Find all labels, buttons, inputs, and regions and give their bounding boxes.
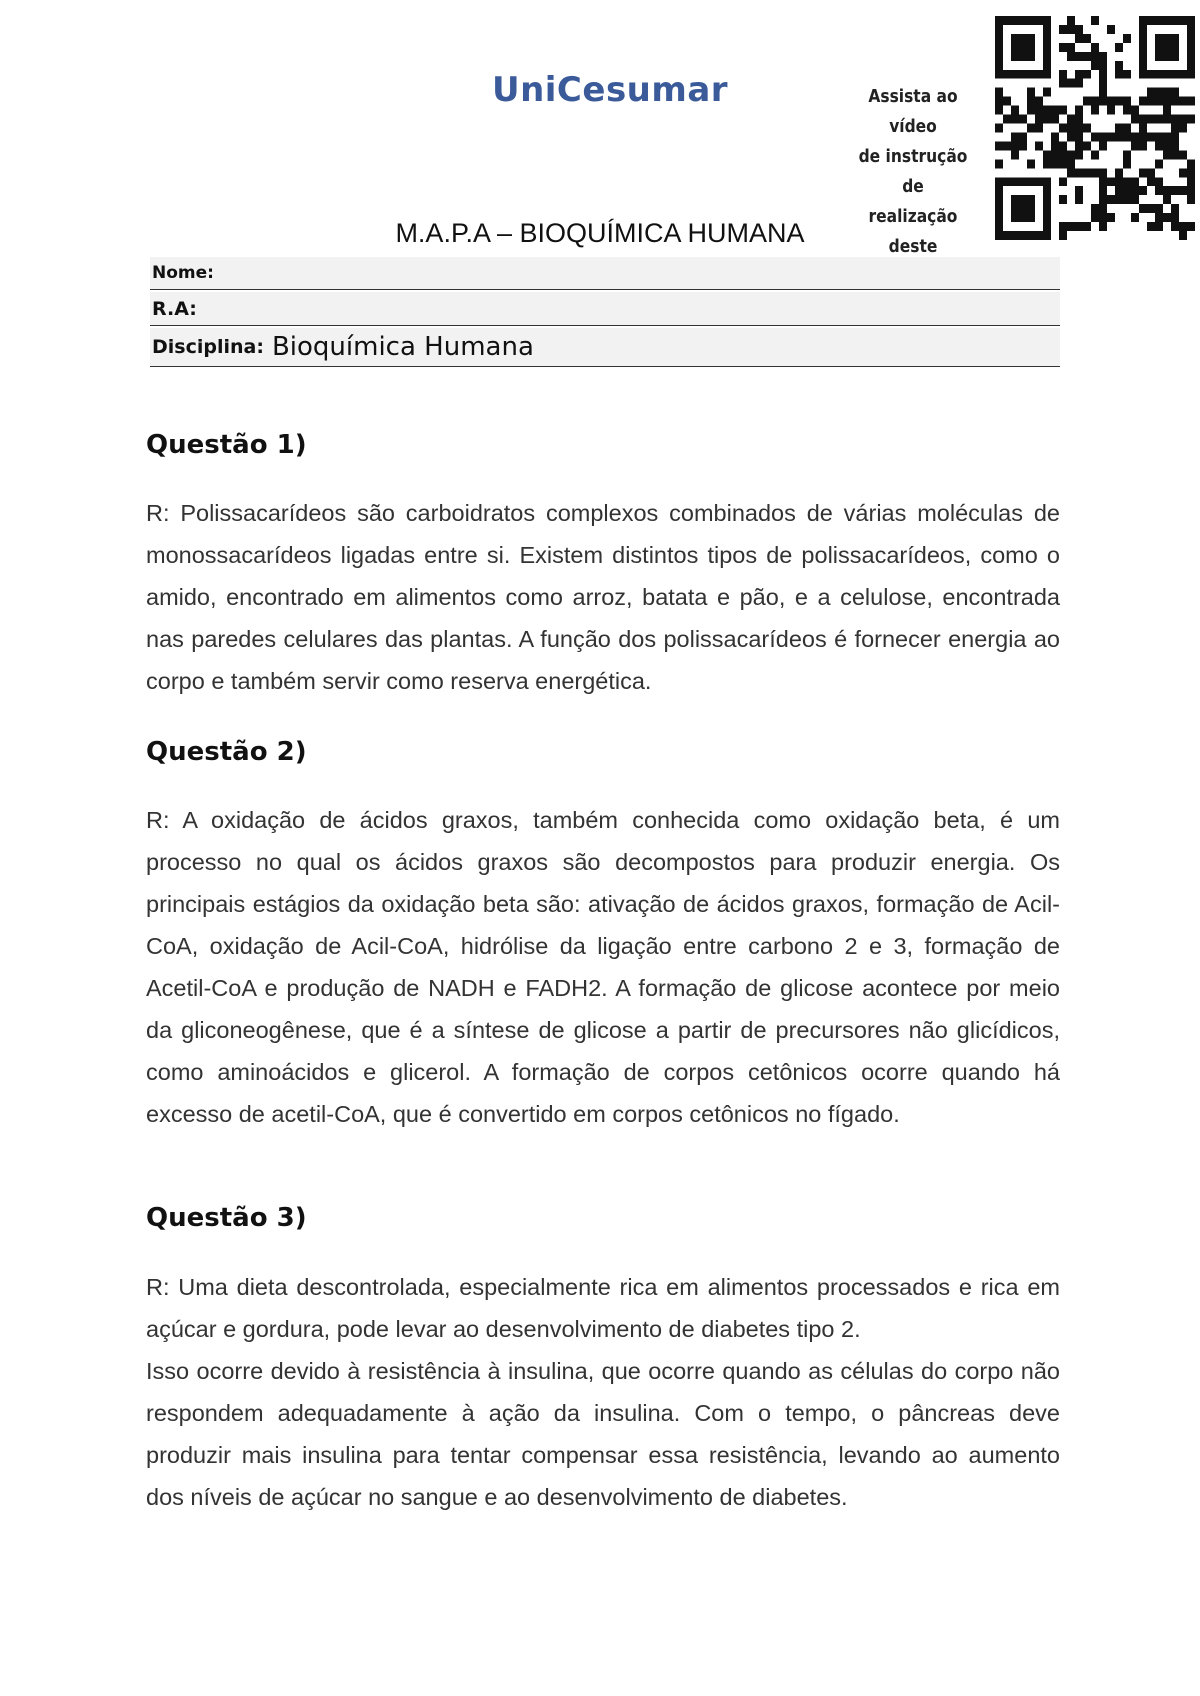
question-1-title: Questão 1) <box>146 430 307 460</box>
page-title: M.A.P.A – BIOQUÍMICA HUMANA <box>395 218 805 248</box>
info-row-disciplina[interactable] <box>150 328 1060 367</box>
disciplina-label: Disciplina: <box>152 336 264 358</box>
student-info-table <box>150 257 1060 369</box>
nome-label: Nome: <box>152 263 214 283</box>
info-row-nome[interactable] <box>150 257 1060 290</box>
question-2-title: Questão 2) <box>146 737 307 767</box>
ra-label: R.A: <box>152 297 197 320</box>
unicesumar-logo: UniCesumar <box>491 70 729 110</box>
question-3-title: Questão 3) <box>146 1203 307 1233</box>
qr-caption-line: realização deste <box>868 206 958 257</box>
question-3-answer <box>146 1266 1060 1518</box>
answer-paragraph: Isso ocorre devido à resistência à insulina, que ocorre quando as células do corpo não respondem adequadamente à ação da insulina. Com o tempo, o pâncreas deve produzir mais insulina para tentar compensar essa resistência, levando ao aumento dos níveis de açúcar no sangue e ao desenvolvimento de diabetes. <box>146 1358 1060 1510</box>
question-2-answer <box>146 799 1060 1135</box>
answer-paragraph: R: A oxidação de ácidos graxos, também conhecida como oxidação beta, é um processo no qual os ácidos graxos são decompostos para produzir energia. Os principais estágios da oxidação beta são: ativação de ácidos graxos, formação de Acil-CoA, oxidação de Acil-CoA, hidrólise da ligação entre carbono 2 e 3, formação de Acetil-CoA e produção de NADH e FADH2. A formação de glicose acontece por meio da gliconeogênese, que é a síntese de glicose a partir de precursores não glicídicos, como aminoácidos e glicerol. A formação de corpos cetônicos ocorre quando há excesso de acetil-CoA, que é convertido em corpos cetônicos no fígado. <box>146 807 1060 1127</box>
qr-caption-line: de instrução de <box>858 146 968 197</box>
answer-paragraph: R: Uma dieta descontrolada, especialmente rica em alimentos processados e rica em açúcar e gordura, pode levar ao desenvolvimento de diabetes tipo 2. <box>146 1274 1060 1342</box>
disciplina-value: Bioquímica Humana <box>271 332 534 362</box>
info-row-ra[interactable] <box>150 292 1060 326</box>
answer-paragraph: R: Polissacarídeos são carboidratos complexos combinados de várias moléculas de monossacarídeos ligadas entre si. Existem distintos tipos de polissacarídeos, como o amido, encontrado em alimentos como arroz, batata e pão, e a celulose, encontrada nas paredes celulares das plantas. A função dos polissacarídeos é fornecer energia ao corpo e também servir como reserva energética. <box>146 500 1060 694</box>
qr-code[interactable] <box>995 16 1195 240</box>
question-1-answer <box>146 492 1060 702</box>
qr-caption-line: Assista ao vídeo <box>868 86 958 137</box>
